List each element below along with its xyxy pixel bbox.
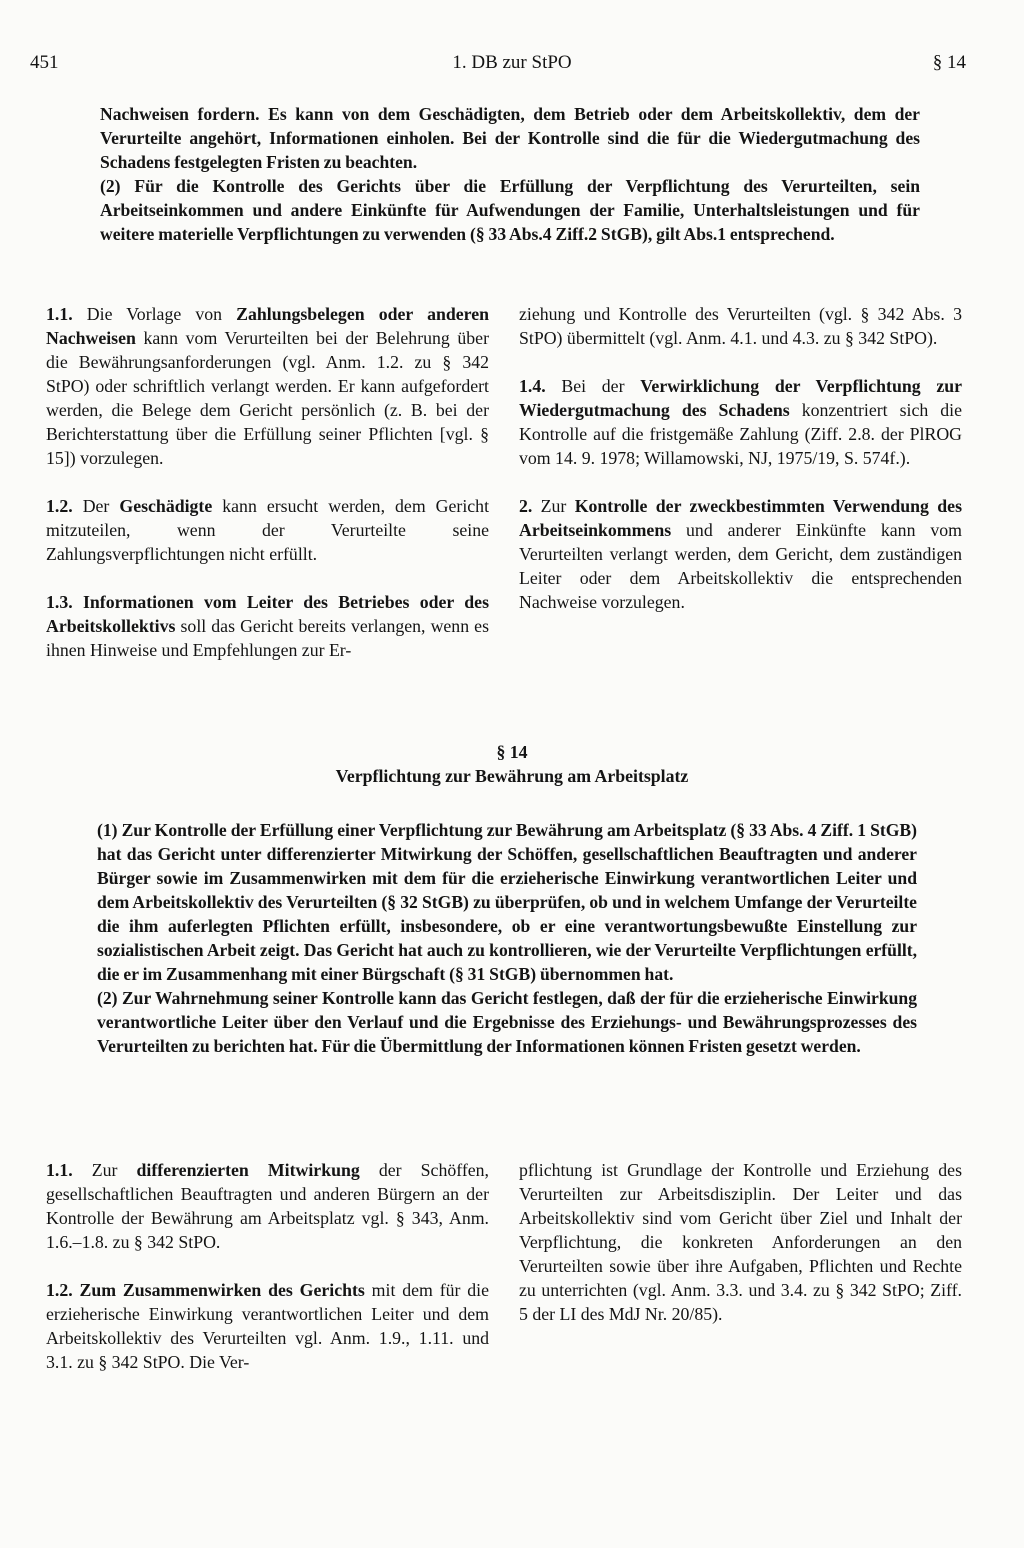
annotation-keyword: Zum Zusammenwirken des Gerichts [72,1280,365,1300]
statute-text-13-end [100,102,920,246]
annotation-keyword: Zahlungsbelegen oder anderen Nachweisen [46,304,489,348]
annotations-14-right-column [519,1158,962,1326]
annotation-1-3 [46,590,489,662]
running-title: 1. DB zur StPO [452,52,572,73]
annotation-number: 1.4. [519,376,546,396]
annotation-keyword: Geschädigte [119,496,213,516]
annotation-text: kann ersucht werden, dem Gericht mitzuteilen, wenn der Verurteilte seine Zahlungsverpflichtungen nicht erfüllt. [46,496,490,564]
annotation-keyword: Verwirklichung der Verpflichtung zur Wiedergutmachung des Schadens [519,376,963,420]
annotation-text: kann vom Verurteilten bei der Belehrung über die Bewährungsanforderungen (vgl. Anm. 1.2. zu § 342 StPO) oder schriftlich verlangt werden. Er kann aufgefordert werden, die Belege dem Gericht persönlich (z. B. bei der Berichterstattung über die Erfüllung seiner Pflichten [vgl. § 15]) vorzulegen. [46,328,489,468]
annotation-keyword: differenzierten Mitwirkung [136,1160,360,1180]
annotation-text: Der [72,496,120,516]
annotation-1-1 [46,302,489,470]
annotation-text: und anderer Einkünfte kann vom Verurteilten verlangt werden, dem Gericht, dem zuständigen Leiter oder dem Arbeitskollektiv die entsprechenden Nachweise vorzulegen. [519,520,962,612]
section-mark: § 14 [932,52,966,73]
annotation-continuation: pflichtung ist Grundlage der Kontrolle und Erziehung des Verurteilten zur Arbeitsdisziplin. Der Leiter und das Arbeitskollektiv sind vom Gericht über Ziel und Inhalt der Verpflichtung, die konkreten Anforderungen an den Verurteilten sowie über ihre Aufgaben, Pflichten und Rechte zu unterrichten (vgl. Anm. 3.3. und 3.4. zu § 342 StPO; Ziff. 5 der LI des MdJ Nr. 20/85). [519,1160,962,1324]
annotation-number: 1.3. [46,592,73,612]
statute-paragraph: (2) Für die Kontrolle des Gerichts über die Erfüllung der Verpflichtung des Verurteilten, sein Arbeitseinkommen und andere Einkünfte für Aufwendungen der Familie, Unterhaltsleistungen und für weitere materielle Verpflichtungen zu verwenden (§ 33 Abs.4 Ziff.2 StGB), gilt Abs.1 entsprechend. [100,176,920,244]
annotation-number: 1.1. [46,1160,73,1180]
annotation-1-1 [46,1158,489,1254]
annotation-keyword: Informationen vom Leiter des Betriebes oder des Arbeitskollektivs [46,592,489,636]
annotation-number: 1.2. [46,496,73,516]
section-14-mark: § 14 [496,742,528,762]
section-14-title: Verpflichtung zur Bewährung am Arbeitsplatz [335,766,689,786]
statute-paragraph: (1) Zur Kontrolle der Erfüllung einer Verpflichtung zur Bewährung am Arbeitsplatz (§ 33 Abs. 4 Ziff. 1 StGB) hat das Gericht unter differenzierter Mitwirkung der Schöffen, gesellschaftlichen Beauftragten und anderer Bürger sowie im Zusammenwirken mit dem für die erzieherische Einwirkung verantwortlichen Leiter und dem Arbeitskollektiv des Verurteilten (§ 32 StGB) zu überprüfen, ob und in welchem Umfange der Verurteilte die ihm auferlegten Pflichten erfüllt, insbesondere, ob er eine verantwortungsbewußte Einstellung zur sozialistischen Arbeit zeigt. Das Gericht hat auch zu kontrollieren, wie der Verurteilte Verpflichtungen erfüllt, die er im Zusammenhang mit einer Bürgschaft (§ 31 StGB) übernommen hat. [97,820,917,984]
annotation-text: Zur [72,1160,137,1180]
annotation-keyword: Kontrolle der zweckbestimmten Verwendung des Arbeitseinkommens [519,496,962,540]
statute-paragraph: (2) Zur Wahrnehmung seiner Kontrolle kann das Gericht festlegen, daß der für die erzieherische Einwirkung verantwortliche Leiter über den Verlauf und die Ergebnisse des Erziehungs- und Bewährungsprozesses des Verurteilten zu berichten hat. Für die Übermittlung der Informationen können Fristen gesetzt werden. [97,988,917,1056]
statute-text-14 [97,818,917,1058]
annotation-text: mit dem für die erzieherische Einwirkung verantwortlichen Leiter und dem Arbeitskollektiv des Verurteilten vgl. Anm. 1.9., 1.11. und 3.1. zu § 342 StPO. Die Ver- [46,1280,490,1372]
annotation-text: Zur [532,496,575,516]
annotation-text: soll das Gericht bereits verlangen, wenn es ihnen Hinweise und Empfehlungen zur Er- [46,616,489,660]
annotation-number: 1.1. [46,304,73,324]
annotation-1-2 [46,494,489,566]
page-number: 451 [30,52,59,73]
annotation-continuation: ziehung und Kontrolle des Verurteilten (vgl. § 342 Abs. 3 StPO) übermittelt (vgl. Anm. 4.1. und 4.3. zu § 342 StPO). [519,304,962,348]
annotation-text: der Schöffen, gesellschaftlichen Beauftragten und anderen Bürgern an der Kontrolle der Bewährung am Arbeitsplatz vgl. § 343, Anm. 1.6.–1.8. zu § 342 StPO. [46,1160,489,1252]
annotation-2 [519,494,962,614]
annotations-13-right-column [519,302,962,614]
statute-paragraph: Nachweisen fordern. Es kann von dem Geschädigten, dem Betrieb oder dem Arbeitskollektiv, dem der Verurteilte angehört, Informationen einholen. Bei der Kontrolle sind die für die Wiedergutmachung des Schadens festgelegten Fristen zu beachten. [100,104,920,172]
annotation-number: 1.2. [46,1280,73,1300]
annotations-14-left-column [46,1158,489,1374]
annotation-text: Die Vorlage von [72,304,237,324]
annotation-text: konzentriert sich die Kontrolle auf die fristgemäße Zahlung (Ziff. 2.8. der PlROG vom 14. 9. 1978; Willamowski, NJ, 1975/19, S. 574f.). [519,400,963,468]
annotation-text: Bei der [545,376,641,396]
annotation-number: 2. [519,496,533,516]
annotation-1-4 [519,374,962,470]
annotation-1-2 [46,1278,489,1374]
annotations-13-left-column [46,302,489,662]
